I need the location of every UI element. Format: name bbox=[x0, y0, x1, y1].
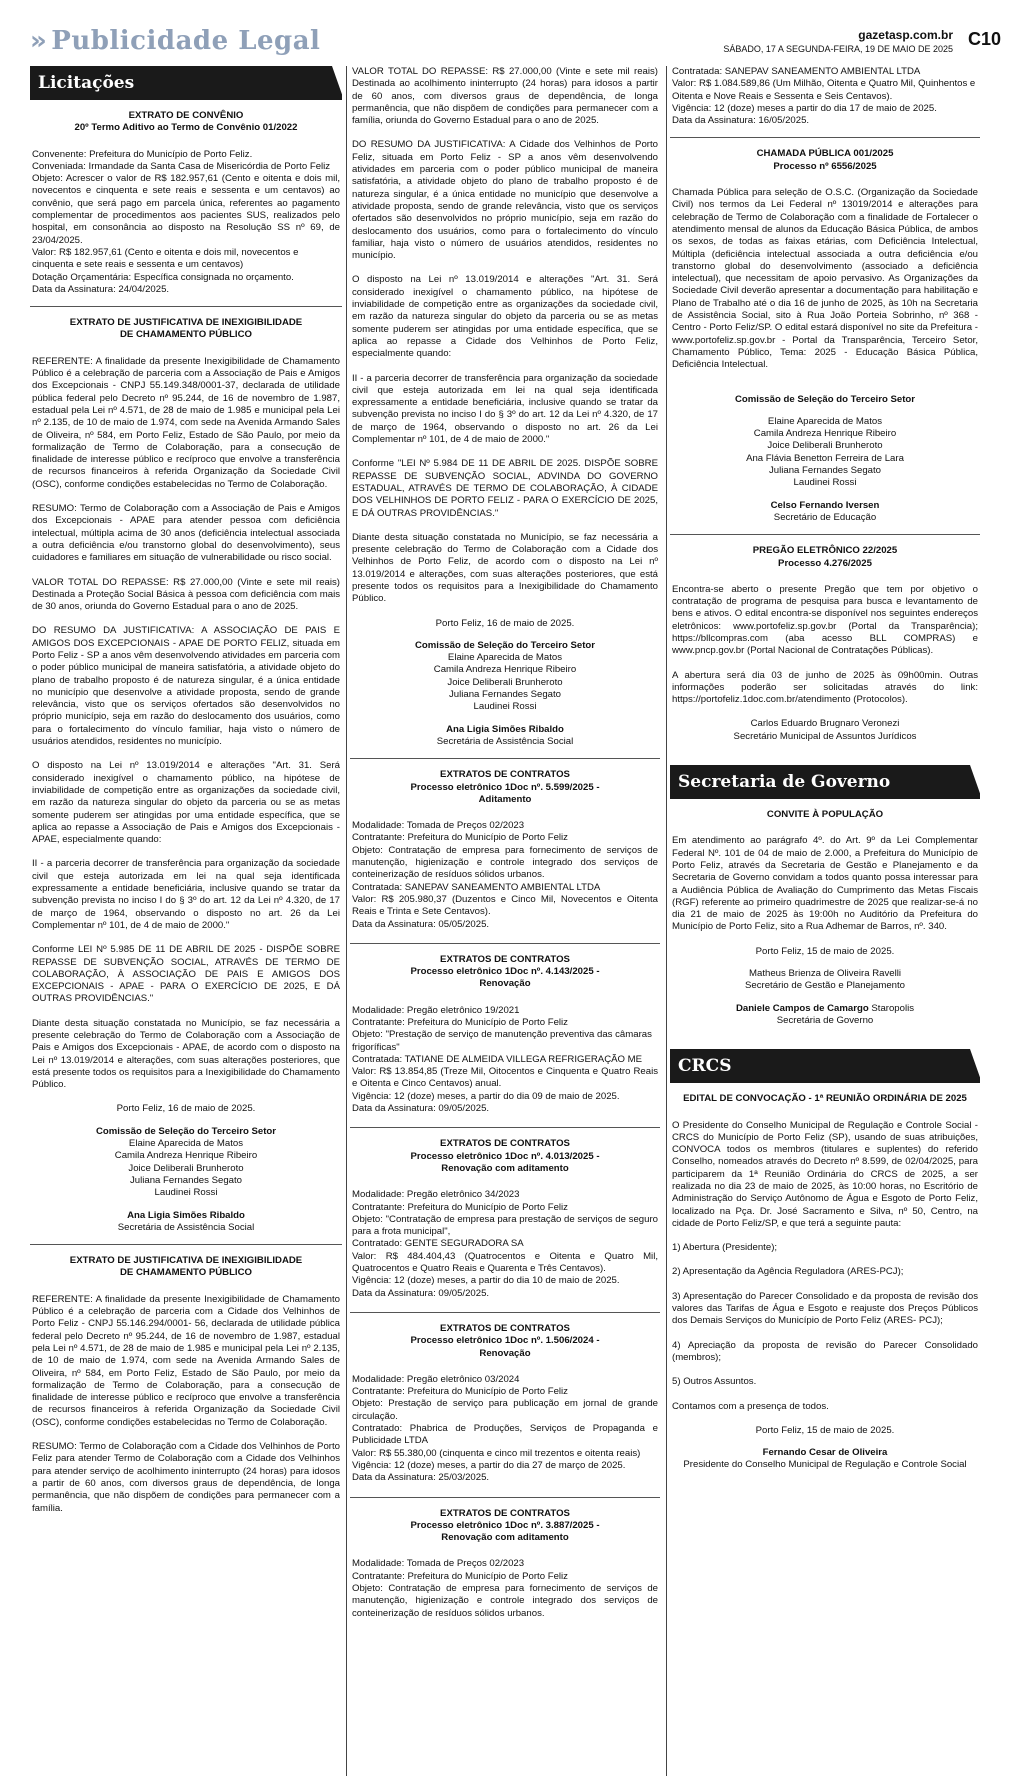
page-header bbox=[0, 0, 1011, 66]
notice-extrato-contrato-1 bbox=[350, 769, 660, 931]
notice-body: Modalidade: Pregão eletrônico 03/2024 Contratante: Prefeitura do Município de Porto Feliz Objeto: Prestação de serviço para publicação em jornal de grande circulação. Contratado: Phabrica de Produções, Serviços de Propaganda e Publicidade LTDA Valor: R$ 55.380,00 (cinquenta e cinco mil trezentos e oitenta reais) Vigência: 12 (doze) meses, a partir do dia 27 de março de 2025. Data da Assinatura: 25/03/2025. bbox=[352, 1373, 658, 1484]
agenda-item: 5) Outros Assuntos. bbox=[672, 1376, 757, 1388]
divider bbox=[350, 943, 660, 944]
column-divider bbox=[346, 66, 347, 1776]
notice-body: Modalidade: Pregão eletrônico 19/2021 Contratante: Prefeitura do Município de Porto Feliz Objeto: "Prestação de serviço de manutenção preventiva das câmaras frigoríficas" Contratada: TATIANE DE ALMEIDA VILLEGA REFRIGERAÇÃO ME Valor: R$ 13.854,85 (Treze Mil, Oitocentos e Cinquenta e Quatro Reais e Oitenta e Cinco Centavos) anual. Vigência: 12 (doze) meses, a partir do dia 09 de maio de 2025. Data da Assinatura: 09/05/2025. bbox=[352, 1004, 658, 1115]
notice-title: EXTRATO DE CONVÊNIO 20º Termo Aditivo ao Termo de Convênio 01/2022 bbox=[74, 110, 298, 134]
notice-paragraph: RESUMO: Termo de Colaboração com a Cidade dos Velhinhos de Porto Feliz para atender Termo de Colaboração com a Cidade dos Velhinhos para atender serviço de acolhimento ininterrupto (24 horas) para idosos a partir de 60 anos, com diversos graus de dependência, de longa permanência, que não dispõem de condições para permanecer com a família. bbox=[32, 1441, 340, 1514]
signatory-role: Secretário de Gestão e Planejamento bbox=[745, 980, 905, 992]
divider bbox=[670, 534, 980, 535]
notice-body: Modalidade: Tomada de Preços 02/2023 Contratante: Prefeitura do Município de Porto Feliz Objeto: Contratação de empresa para fornecimento de serviços de manutenção, higienização e controle integrado dos serviços de conteinerização de resíduos sólidos urbanos. Contratada: SANEPAV SANEAMENTO AMBIENTAL LTDA Valor: R$ 205.980,37 (Duzentos e Cinco Mil, Novecentos e Oitenta Reais e Trinta e Sete Centavos). Data da Assinatura: 05/05/2025. bbox=[352, 820, 658, 930]
notice-title: EXTRATOS DE CONTRATOS Processo eletrônico 1Doc nº. 5.599/2025 - Aditamento bbox=[410, 769, 600, 805]
signatory-role: Secretário Municipal de Assuntos Jurídicos bbox=[733, 730, 917, 742]
notice-title: EDITAL DE CONVOCAÇÃO - 1ª REUNIÃO ORDINÁRIA DE 2025 bbox=[683, 1093, 967, 1105]
divider bbox=[670, 137, 980, 138]
signatory-name: Ana Ligia Simões Ribaldo bbox=[446, 723, 564, 735]
notice-paragraph: VALOR TOTAL DO REPASSE: R$ 27.000,00 (Vinte e sete mil reais) Destinada a Proteção Social Básica à pessoa com deficiência com mais de 30 anos, oriunda do Governo Estadual para o ano de 2025. bbox=[32, 576, 340, 613]
column-divider bbox=[666, 66, 667, 1776]
notice-paragraph: DO RESUMO DA JUSTIFICATIVA: A ASSOCIAÇÃO DE PAIS E AMIGOS DOS EXCEPCIONAIS - APAE DE PORTO FELIZ, situada em Porto Feliz - SP a anos vêm desenvolvendo atividades em parceria com o poder público municipal de maneira satisfatória, a atividade objeto do plano de trabalho proposto é de natureza singular, é a única entidade no município que desenvolve a atividade proposta, sendo de grande relevância, visto que os serviços ofertados são desenvolvidos no próprio município, seja em razão do deslocamento dos usuários, como para o fortalecimento do vínculo familiar, haja visto o número de usuários atendidos, residentes no município. bbox=[32, 625, 340, 748]
notice-title: CONVITE À POPULAÇÃO bbox=[766, 809, 884, 821]
notice-paragraph: VALOR TOTAL DO REPASSE: R$ 27.000,00 (Vinte e sete mil reais) Destinada ao acolhimento ininterrupto (24 horas) para idosos a partir de 60 anos, com diversos graus de dependência, de longa permanência, que não dispõem de condições para permanecer com a família, oriunda do Governo Estadual para o ano de 2025. bbox=[352, 66, 658, 127]
divider bbox=[30, 306, 342, 307]
notice-title: EXTRATOS DE CONTRATOS Processo eletrônico 1Doc nº. 4.013/2025 - Renovação com aditamento bbox=[410, 1138, 600, 1174]
agenda-item: 2) Apresentação da Agência Reguladora (ARES-PCJ); bbox=[672, 1266, 904, 1278]
notice-title: EXTRATOS DE CONTRATOS Processo eletrônico 1Doc nº. 1.506/2024 - Renovação bbox=[410, 1322, 600, 1359]
signatory-name: Matheus Brienza de Oliveira Ravelli bbox=[749, 968, 901, 980]
notice-extrato-contrato-5 bbox=[350, 1508, 660, 1620]
notice-paragraph: Chamada Pública para seleção de O.S.C. (Organização da Sociedade Civil) nos termos da Lei Federal nº 13019/2014 e alterações para celebração de Termo de Colaboração com a finalidade de Fortalecer o atendimento mensal de alunos da Educação Básica Pública, de ambos os sexos, de todas as faixas etárias, com Deficiência Intelectual, Múltipla (deficiência intelectual associada a outra deficiência e/ou transtorno global do desenvolvimento (associado a deficiência intelectual), que necessitam de apoio pervasivo. As Organizações da Sociedade Civil deverão apresentar a documentação para habilitação e Plano de Trabalho até o dia 16 de junho de 2025, às 10h na Secretaria de Assistência Social, sito à Rua João Porteia Sobrinho, nº 368 - Centro - Porto Feliz/SP. O edital estará disponível no site da Prefeitura - www.portofeliz.sp.gov.br - Portal da Transparência, Terceiro Setor, Chamamento Público, Tema: 2025 - Educação Básica Pública, Deficiência Intelectual. bbox=[672, 187, 978, 371]
divider bbox=[350, 1312, 660, 1313]
column-2 bbox=[350, 66, 660, 1776]
notice-extrato-contrato-3 bbox=[350, 1138, 660, 1300]
committee-title: Comissão de Seleção do Terceiro Setor bbox=[95, 1125, 277, 1137]
signatory-role: Secretária de Governo bbox=[776, 1014, 874, 1026]
notice-paragraph: O disposto na Lei nº 13.019/2014 e alterações "Art. 31. Será considerado inexigível o chamamento público, na hipótese de inviabilidade de competição entre as organizações da sociedade civil, em razão da natureza singular do objeto da parceria ou se as metas somente puderem ser atingidas por uma entidade específica, que se aplica ao repasse a Associação de Pais e Amigos dos Excepcionais - APAE, especialmente quando: bbox=[32, 760, 340, 846]
place-date: Porto Feliz, 16 de maio de 2025. bbox=[435, 617, 575, 629]
committee-title: Comissão de Seleção do Terceiro Setor bbox=[734, 393, 916, 405]
notice-extrato-contrato-2 bbox=[350, 954, 660, 1116]
notice-title: CHAMADA PÚBLICA 001/2025 Processo nº 6556/2025 bbox=[756, 148, 894, 172]
closing-text: Contamos com a presença de todos. bbox=[672, 1400, 829, 1412]
notice-paragraph: DO RESUMO DA JUSTIFICATIVA: A Cidade dos Velhinhos de Porto Feliz, situada em Porto Feliz - SP a anos vêm desenvolvendo atividades em parceria com o poder público municipal de maneira satisfatória, a atividade objeto do plano de trabalho proposto é de natureza singular, é a única entidade no município que desenvolve a atividade proposta, sendo de grande relevância, visto que os serviços ofertados são desenvolvidos no próprio município, seja em razão do deslocamento dos usuários, como para o fortalecimento do vínculo familiar, haja visto o número de usuários atendidos, residentes no município. bbox=[352, 139, 658, 262]
signatory-role: Secretário de Educação bbox=[773, 511, 877, 523]
signatory-2: Daniele Campos de Camargo Staropolis bbox=[735, 1002, 915, 1014]
notice-extrato-contrato-4 bbox=[350, 1323, 660, 1485]
notice-paragraph: Conforme "LEI Nº 5.984 DE 11 DE ABRIL DE 2025. DISPÕE SOBRE REPASSE DE SUBVENÇÃO SOCIAL, ADVINDA DO GOVERNO ESTADUAL, ATRAVÉS DE TERMO DE COLABORAÇÃO, À CIDADE DOS VELHINHOS DE PORTO FELIZ - PARA O EXERCÍCIO DE 2025, E DÁ OUTRAS PROVIDÊNCIAS." bbox=[352, 458, 658, 519]
signatory-role: Secretária de Assistência Social bbox=[117, 1221, 255, 1233]
section-title: Publicidade Legal bbox=[51, 26, 321, 56]
agenda-item: 3) Apresentação do Parecer Consolidado e da proposta de revisão dos valores das Tarifas de Água e Esgoto e reajuste dos Preços Públicos dos Demais Serviços do Município de Porto Feliz (ARES- PCJ); bbox=[672, 1290, 978, 1327]
notice-extrato-contrato-5-cont: Contratada: SANEPAV SANEAMENTO AMBIENTAL LTDA Valor: R$ 1.084.589,86 (Um Milhão, Oitenta e Quatro Mil, Quinhentos e Oitenta e Nove Reais e Sessenta e Seis Centavos). Vigência: 12 (doze) meses a partir do dia 17 de maio de 2025. Data da Assinatura: 16/05/2025. bbox=[672, 66, 976, 127]
divider bbox=[30, 1244, 342, 1245]
notice-paragraph: Diante desta situação constatada no Município, se faz necessária a presente celebração do Termo de Colaboração com a Associação de Pais e Amigos dos Excepcionais - APAE, de acordo com o disposto na Lei nº 13.019/2014 e alterações, com suas alterações posteriores, que está presente todos os requisitos para a Inexigibilidade do Chamamento Público. bbox=[32, 1017, 340, 1091]
place-date: Porto Feliz, 15 de maio de 2025. bbox=[755, 1424, 895, 1436]
section-heading-licitacoes: Licitações bbox=[30, 66, 342, 100]
committee-members: Elaine Aparecida de Matos Camila Andreza Henrique Ribeiro Joice Deliberali Brunheroto Juliana Fernandes Segato Laudinei Rossi bbox=[433, 652, 577, 713]
committee-members: Elaine Aparecida de Matos Camila Andreza Henrique Ribeiro Joice Deliberali Brunheroto Juliana Fernandes Segato Laudinei Rossi bbox=[114, 1138, 258, 1199]
column-1 bbox=[30, 66, 342, 1776]
notice-chamada-publica bbox=[670, 148, 980, 524]
notice-paragraph: REFERENTE: A finalidade da presente Inexigibilidade de Chamamento Público é a celebração de parceria com a Associação de Pais e Amigos dos Excepcionais - CNPJ 55.149.348/0001-37, declarada de utilidade pública federal pelo Decreto nº 95.244, de 16 de novembro de 1.987, estadual pela Lei nº 4.571, de 28 de maio de 1.985 e municipal pela Lei nº 2.135, de 10 de maio de 1.974, com sede na Avenida Armando Sales de Oliveira, nº 584, em Porto Feliz, Estado de São Paulo, por meio da formalização de Termo de Colaboração, para a consecução de finalidade de interesse público e recíproco que envolve a transferência de recursos financeiros à referida Organização da Sociedade Civil (OSC), conforme condições estabelecidas no Termo de Colaboração. bbox=[32, 355, 340, 490]
notice-paragraph: REFERENTE: A finalidade da presente Inexigibilidade de Chamamento Público é a celebração de parceria com a Cidade dos Velhinhos de Porto Feliz - CNPJ 55.146.294/0001- 56, declarada de utilidade pública federal pelo Decreto nº 95.244, de 16 de novembro de 1.987, estadual pela Lei nº 4.571, de 28 de maio de 1.985 e municipal pela Lei nº 2.135, de 10 de maio de 1.974, com sede na Avenida Armando Sales de Oliveira, nº 584, em Porto Feliz, Estado de São Paulo, por meio da formalização de Termo de Colaboração, para a consecução de finalidade de interesse público e recíproco que envolve a transferência de recursos financeiros à referida Organização da Sociedade Civil (OSC), conforme condições estabelecidas no Termo de Colaboração. bbox=[32, 1293, 340, 1428]
notice-convite-populacao bbox=[670, 809, 980, 1027]
site-url[interactable]: gazetasp.com.br bbox=[858, 28, 953, 42]
notice-title: EXTRATOS DE CONTRATOS Processo eletrônico 1Doc nº. 3.887/2025 - Renovação com aditamento bbox=[410, 1507, 600, 1544]
notice-pregao-eletronico bbox=[670, 545, 980, 743]
page-number: C10 bbox=[967, 29, 1001, 49]
notice-title: PREGÃO ELETRÔNICO 22/2025 Processo 4.276/2025 bbox=[752, 545, 898, 569]
issue-date: SÁBADO, 17 A SEGUNDA-FEIRA, 19 DE MAIO DE 2025 bbox=[723, 44, 953, 54]
notice-paragraph: RESUMO: Termo de Colaboração com a Associação de Pais e Amigos dos Excepcionais - APAE para atender pessoa com deficiência intelectual, múltipla acima de 30 anos (deficiência intelectual associada a outra deficiência e/ou transtorno global do desenvolvimento), seus cuidadores e familiares em situação de vulnerabilidade ou risco social. bbox=[32, 503, 340, 564]
notice-edital-convocacao bbox=[670, 1093, 980, 1472]
notice-paragraph: II - a parceria decorrer de transferência para organização da sociedade civil que esteja autorizada em lei na qual seja identificada expressamente a entidade beneficiária, inclusive quando se tratar da subvenção prevista no inciso I do § 3º do art. 12 da Lei nº 4.320, de 17 de março de 1964, observando o disposto no art. 26 da Lei Complementar nº 101, de 4 de maio de 2000." bbox=[352, 372, 658, 446]
agenda-item: 4) Apreciação da proposta de revisão do Parecer Consolidado (membros); bbox=[672, 1339, 978, 1363]
section-heading-crcs: CRCS bbox=[670, 1049, 980, 1083]
signatory-name: Fernando Cesar de Oliveira bbox=[762, 1447, 888, 1459]
notice-body: Modalidade: Tomada de Preços 02/2023 Contratante: Prefeitura do Município de Porto Feliz Objeto: Contratação de empresa para fornecimento de serviços de manutenção, higienização e controle integrado dos serviços de conteinerização de resíduos sólidos urbanos. bbox=[352, 1558, 658, 1619]
column-3 bbox=[670, 66, 980, 1776]
double-chevron-icon: » bbox=[30, 26, 48, 56]
committee-members: Elaine Aparecida de Matos Camila Andreza Henrique Ribeiro Joice Deliberali Brunheroto Ana Flávia Benetton Ferreira de Lara Juliana Fernandes Segato Laudinei Rossi bbox=[746, 415, 904, 489]
notice-body: Convenente: Prefeitura do Município de Porto Feliz. Conveniada: Irmandade da Santa Casa de Misericórdia de Porto Feliz Objeto: Acrescer o valor de R$ 182.957,61 (Cento e oitenta e dois mil, novecentos e cinquenta e sete reais e sessenta e um centavos) ao convênio, que será pago em parcela única, referentes ao pagamento complementar de procedimentos aos pacientes SUS, realizados pelo hospital, em consonância ao disposto na Resolução SS nº 69, de 23/04/2025. Valor: R$ 182.957,61 (Cento e oitenta e dois mil, novecentos e cinquenta e sete reais e sessenta e um centavos) Dotação Orçamentária: Específica consignada no orçamento. Data da Assinatura: 24/04/2025. bbox=[32, 148, 340, 295]
notice-paragraph: Em atendimento ao parágrafo 4º. do Art. 9º da Lei Complementar Federal Nº. 101 de 04 de maio de 2.000, a Prefeitura do Município de Porto Feliz, através da Secretaria de Gestão e Planejamento e da Secretaria de Governo convidam a todos quanto possa interessar para a Audiência Pública de Avaliação do Cumprimento das Metas Fiscais (RGF) referente ao primeiro quadrimestre de 2025 que realizar-se-á no dia 21 de maio de 2025 às 19:00h no Auditório da Prefeitura do Município de Porto Feliz, sito a Rua Adhemar de Barros, nº. 340. bbox=[672, 835, 978, 933]
divider bbox=[350, 1127, 660, 1128]
notice-justificativa-apae bbox=[30, 317, 342, 1234]
notice-body: Modalidade: Pregão eletrônico 34/2023 Contratante: Prefeitura do Município de Porto Feliz Objeto: "Contratação de empresa para prestação de serviços de seguro para a frota municipal", Contratado: GENTE SEGURADORA SA Valor: R$ 484.404,43 (Quatrocentos e Oitenta e Quatro Mil, Quatrocentos e Quatro Reais e Quarenta e Três Centavos). Vigência: 12 (doze) meses, a partir do dia 10 de maio de 2025. Data da Assinatura: 09/05/2025. bbox=[352, 1189, 658, 1299]
notice-title: EXTRATO DE JUSTIFICATIVA DE INEXIGIBILIDADE DE CHAMAMENTO PÚBLICO bbox=[69, 317, 303, 341]
notice-paragraph: Conforme LEI Nº 5.985 DE 11 DE ABRIL DE 2025 - DISPÕE SOBRE REPASSE DE SUBVENÇÃO SOCIAL, ATRAVÉS DE TERMO DE COLABORAÇÃO, À ASSOCIAÇÃO DE PAIS E AMIGOS DOS EXCEPCIONAIS - APAE - PARA O EXERCÍCIO DE 2025, E DÁ OUTRAS PROVIDÊNCIAS." bbox=[32, 944, 340, 1005]
place-date: Porto Feliz, 15 de maio de 2025. bbox=[755, 945, 895, 957]
notice-title: EXTRATO DE JUSTIFICATIVA DE INEXIGIBILIDADE DE CHAMAMENTO PÚBLICO bbox=[69, 1255, 303, 1279]
notice-title: EXTRATOS DE CONTRATOS Processo eletrônico 1Doc nº. 4.143/2025 - Renovação bbox=[410, 953, 600, 990]
signatory-name: Ana Ligia Simões Ribaldo bbox=[127, 1209, 245, 1221]
notice-justificativa-velhinhos-cont bbox=[350, 66, 660, 748]
notice-paragraph: II - a parceria decorrer de transferência para organização da sociedade civil que esteja autorizada em lei na qual seja identificada expressamente a entidade beneficiária, inclusive quando se tratar da subvenção prevista no inciso I do § 3º do art. 12 da Lei nº 4.320, de 17 de março de 1964, observando o disposto no art. 26 da Lei Complementar nº 101, de 4 de maio de 2000." bbox=[32, 858, 340, 931]
signatory-role: Secretária de Assistência Social bbox=[436, 735, 574, 747]
notice-paragraph: O disposto na Lei nº 13.019/2014 e alterações "Art. 31. Será considerado inexigível o chamamento público, na hipótese de inviabilidade de competição entre as organizações da sociedade civil, em razão da natureza singular do objeto da parceria ou se as metas somente puderem ser atingidas por uma entidade específica, que se aplica ao repasse a Cidade dos Velhinhos de Porto Feliz, especialmente quando: bbox=[352, 274, 658, 360]
notice-paragraph: O Presidente do Conselho Municipal de Regulação e Controle Social - CRCS do Município de Porto Feliz (SP), usando de suas atribuições, CONVOCA todos os membros (titulares e suplentes) do referido Conselho, nomeados através do Decreto nº 8.599, de 02/04/2025, para participarem da 1ª Reunião Ordinária do CRCS de 2025, a ser realizada no dia 23 de maio de 2025, às 10:00 horas, no Escritório de Administração do Serviço Autônomo de Água e Esgoto de Porto Feliz, localizado na Pça. Dr. José Sacramento e Silva, nº 50, Centro, na cidade de Porto Feliz/SP, e que terá a seguinte pauta: bbox=[672, 1119, 978, 1229]
section-heading-secretaria-governo: Secretaria de Governo bbox=[670, 765, 980, 799]
signatory-role: Presidente do Conselho Municipal de Regulação e Controle Social bbox=[683, 1459, 967, 1471]
notice-extrato-convenio bbox=[30, 110, 342, 296]
committee-title: Comissão de Seleção do Terceiro Setor bbox=[414, 639, 596, 651]
place-date: Porto Feliz, 16 de maio de 2025. bbox=[116, 1103, 256, 1115]
divider bbox=[350, 758, 660, 759]
notice-justificativa-velhinhos bbox=[30, 1255, 342, 1515]
notice-paragraph: A abertura será dia 03 de junho de 2025 às 09h00min. Outras informações poderão ser solicitadas através do link: https://portofeliz.1doc.com.br/atendimento (Protocolos). bbox=[672, 669, 978, 706]
signatory-name: Carlos Eduardo Brugnaro Veronezi bbox=[750, 718, 900, 730]
section-logo bbox=[30, 26, 320, 56]
signatory-name: Celso Fernando Iversen bbox=[770, 499, 880, 511]
agenda-item: 1) Abertura (Presidente); bbox=[672, 1242, 778, 1254]
notice-paragraph: Diante desta situação constatada no Município, se faz necessária a presente celebração do Termo de Colaboração com a Cidade dos Velhinhos de Porto Feliz, de acordo com o disposto na Lei nº 13.019/2014 e alterações, com suas alterações posteriores, que está presente todos os requisitos para a Inexigibilidade do Chamamento Público. bbox=[352, 531, 658, 605]
notice-paragraph: Encontra-se aberto o presente Pregão que tem por objetivo o contratação de programa de pesquisa para busca e levantamento de bens e ativos. O edital encontra-se disponível nos seguintes endereços eletrônicos: www.portofeliz.sp.gov.br (Portal da Transparência); https://bllcompras.com (aba acesso BLL COMPRAS) e www.pncp.gov.br (Portal Nacional de Contratações Públicas). bbox=[672, 583, 978, 657]
divider bbox=[350, 1497, 660, 1498]
